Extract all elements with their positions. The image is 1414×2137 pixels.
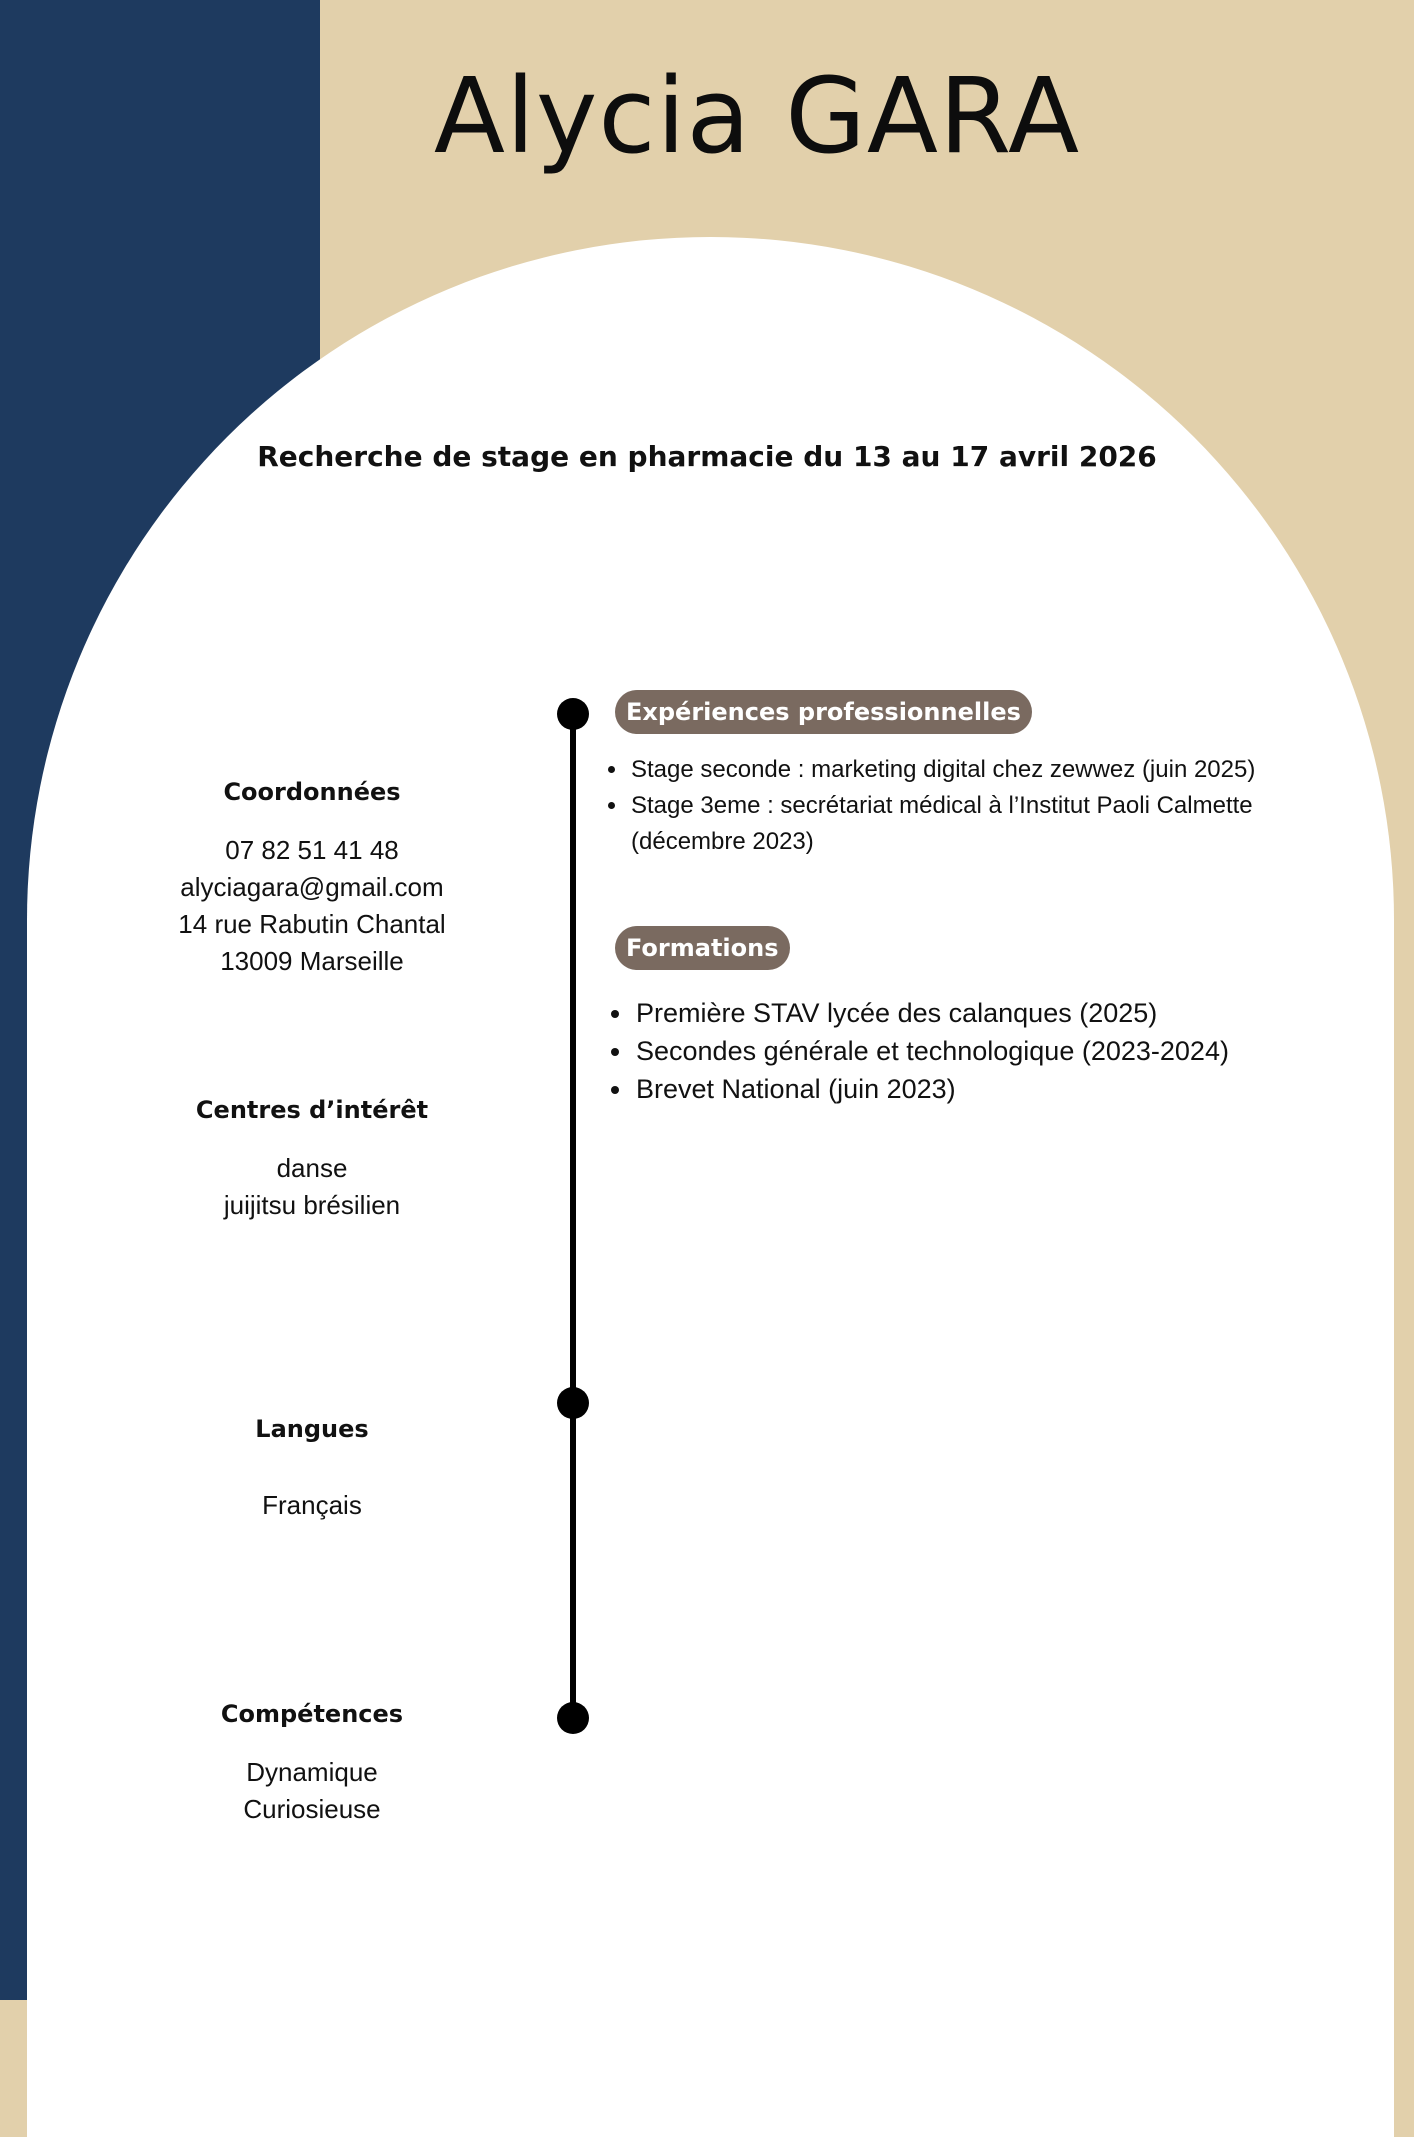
contact-section bbox=[112, 778, 512, 980]
candidate-name: Alycia GARA bbox=[433, 55, 1081, 177]
experience-list bbox=[599, 752, 1309, 860]
email-address: alyciagara@gmail.com bbox=[180, 872, 444, 902]
skill-item: Dynamique bbox=[246, 1757, 378, 1787]
list-item: • Brevet National (juin 2023) bbox=[634, 1070, 1364, 1108]
education-heading: Formations bbox=[615, 926, 790, 970]
interests-section bbox=[112, 1096, 512, 1224]
city-address: 13009 Marseille bbox=[220, 946, 404, 976]
job-objective: Recherche de stage en pharmacie du 13 au 17 avril 2026 bbox=[257, 440, 1157, 473]
interest-item: juijitsu brésilien bbox=[223, 1190, 401, 1220]
street-address: 14 rue Rabutin Chantal bbox=[178, 909, 446, 939]
contact-title: Coordonnées bbox=[223, 778, 401, 806]
skills-title: Compétences bbox=[220, 1700, 404, 1728]
list-item: • Secondes générale et technologique (2023-2024) bbox=[634, 1032, 1364, 1070]
list-item: • Première STAV lycée des calanques (2025) bbox=[634, 994, 1364, 1032]
education-list bbox=[604, 994, 1364, 1108]
language-item: Français bbox=[262, 1490, 362, 1520]
phone-number: 07 82 51 41 48 bbox=[225, 835, 399, 865]
timeline-line bbox=[570, 714, 576, 1717]
timeline-dot bbox=[557, 1702, 589, 1734]
interest-item: danse bbox=[276, 1153, 348, 1183]
list-item: • Stage 3eme : secrétariat médical à l’Institut Paoli Calmette (décembre 2023) bbox=[629, 788, 1309, 860]
timeline-dot bbox=[557, 698, 589, 730]
interests-title: Centres d’intérêt bbox=[195, 1096, 429, 1124]
skill-item: Curiosieuse bbox=[243, 1794, 381, 1824]
languages-title: Langues bbox=[255, 1415, 369, 1443]
list-item: • Stage seconde : marketing digital chez zewwez (juin 2025) bbox=[629, 752, 1309, 788]
languages-section bbox=[112, 1415, 512, 1524]
timeline-dot bbox=[557, 1387, 589, 1419]
skills-section bbox=[112, 1700, 512, 1828]
experience-heading: Expériences professionnelles bbox=[615, 690, 1032, 734]
